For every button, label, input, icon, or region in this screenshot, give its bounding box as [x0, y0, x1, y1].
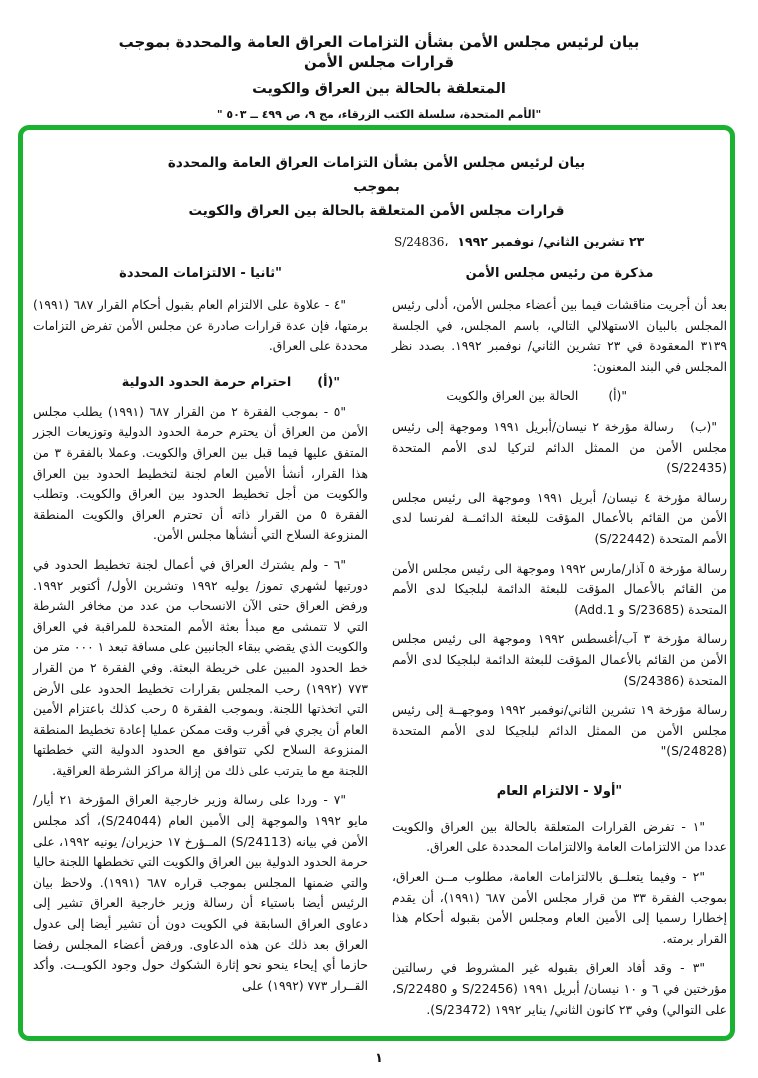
agenda-letter-2: رسالة مؤرخة ٤ نيسان/ أبريل ١٩٩١ وموجهة الى رئيس مجلس الأمن من القائم بالأعمال المؤقت للبعثة الدائمــة لفرنسا لدى الأمم المتحدة (S/22442)	[392, 490, 728, 546]
note-heading: مذكرة من رئيس مجلس الأمن	[465, 266, 654, 281]
section-1-heading: "أولا - الالتزام العام	[496, 783, 623, 799]
agenda-letter-4: رسالة مؤرخة ٣ آب/أغسطس ١٩٩٢ وموجهة الى رئيس مجلس الأمن من القائم بالأعمال المؤقت للبعثة الدائمة لبلجيكا لدى الأمم المتحدة (S/24386)	[392, 632, 728, 688]
paragraph-1: "١ - تفرض القرارات المتعلقة بالحالة بين العراق والكويت عددا من الالتزامات العامة والالتزامات المحددة على العراق.	[392, 819, 727, 855]
document-title	[162, 151, 592, 223]
paragraph-intro: بعد أن أجريت مناقشات فيما بين أعضاء مجلس الأمن، أدلى رئيس المجلس بالبيان الاستهلالي التالي، باسم المجلس، في الجلسة ٣١٣٩ المعقودة في ٢٣ تشرين الثاني/ نوفمبر ١٩٩٢. بصدد نظر المجلس في البند المعنون:	[392, 298, 727, 374]
subsection-a-heading	[33, 375, 368, 390]
document-symbol: S/24836،	[394, 235, 449, 249]
agenda-letter-3: رسالة مؤرخة ٥ آذار/مارس ١٩٩٢ وموجهة الى رئيس مجلس الأمن من القائم بالأعمال المؤقت للبعثة الدائمة لبلجيكا لدى الأمم المتحدة (S/23685 و Add.1)	[392, 561, 727, 617]
paragraph-5: "٥ - بموجب الفقرة ٢ من القرار ٦٨٧ (١٩٩١) يطلب مجلس الأمن من العراق أن يحترم حرمة الحدود الدولية وتوزيعات الجزر المتفق عليها فيما قبل بين العراق والكويت. وعملا بالفقرة ٣ من هذا القرار، أنشأ الأمين العام لجنة لتخطيط الحدود بين العراق والكويت من أجل تخطيط الحدود بين العراق والكويت. وتطلب الفقرة ٥ من القرار ذاته أن تحترم العراق والكويت المنطقة المنزوعة السلاح التي أنشأها مجلس الأمن.	[33, 404, 369, 543]
document-frame	[18, 125, 735, 1041]
document-date: ٢٣ تشرين الثاني/ نوفمبر ١٩٩٢	[457, 234, 645, 249]
document-title-line1: بيان لرئيس مجلس الأمن بشأن التزامات العراق العامة والمحددة بموجب	[167, 155, 586, 195]
page-header	[0, 32, 758, 121]
paragraph-7: "٧ - وردا على رسالة وزير خارجية العراق المؤرخة ٢١ أيار/ مايو ١٩٩٢ والموجهة إلى الأمين العام (S/24044)، أكد مجلس الأمن في بيانه (S/24113) المــؤرخ ١٧ حزيران/ يونيه ١٩٩٢، على حرمة الحدود الدولية بين العراق والكويت التي تخططها اللجنة حاليا والتي ضمنها المجلس بموجب قراره ٦٨٧ (١٩٩١). ولاحظ بيان الرئيس أيضا باستياء أن رسالة وزير خارجية العراق تشير إلى دعاوى العراق السابقة في الكويت دون أن تشير أيضا إلى عدول العراق بعد ذلك عن هذه الدعاوى. ورفض أعضاء المجلس رفضا حازما أي إيحاء ينحو نحو إثارة الشكوك حول وجود الكويــت. وأكد القــرار ٧٧٣ (١٩٩٢) على	[33, 793, 368, 993]
document-columns	[33, 262, 727, 1029]
section-2-heading: "ثانيا - الالتزامات المحددة	[119, 266, 282, 281]
subsection-a-marker: "(أ)	[317, 374, 340, 390]
paragraph-6: "٦ - ولم يشترك العراق في أعمال لجنة تخطيط الحدود في دورتيها لشهري تموز/ يوليه ١٩٩٢ وتشرين الأول/ أكتوبر ١٩٩٢. ورفض العراق حتى الآن الانسحاب من عدد من مخافر الشرطة التي لا تتمشى مع مبدأ بعثة الأمم المتحدة للمراقبة في العراق والكويت الذي يقضي ببقاء الجانبين على مسافة تبعد ١ ٠٠٠ متر من خط الحدود المبين على خريطة البعثة. وفي الفقرة ٢ من القرار ٧٧٣ (١٩٩٢) رحب المجلس بقرارات تخطيط الحدود على الأرض التي اتخذتها اللجنة. وبموجب الفقرة ٥ رحب كذلك باعتزام الأمين العام أن يجري في أقرب وقت ممكن عمليا إعادة تخطيط المنطقة المنزوعة السلاح لكي تتوافق مع الحدود الدولية التي خططتها اللجنة مع ما يترتب على ذلك من إزالة مراكز الشرطة العراقية.	[33, 557, 368, 778]
header-title-line1: بيان لرئيس مجلس الأمن بشأن التزامات العراق العامة والمحددة بموجب قرارات مجلس الأمن	[118, 33, 640, 71]
document-symbol-line	[394, 234, 644, 249]
page-number: ١	[375, 1051, 383, 1066]
column-right	[392, 262, 727, 1029]
agenda-item-a-marker: "(أ)	[608, 389, 627, 404]
agenda-item-a-text: الحالة بين العراق والكويت	[446, 389, 579, 404]
paragraph-2: "٢ - وفيما يتعلــق بالالتزامات العامة، مطلوب مــن العراق، بموجب الفقرة ٣٣ من قرار مجلس الأمن ٦٨٧ (١٩٩١)، أن يقدم إخطارا رسميا إلى الأمين العام ومجلس الأمن بقبوله أحكام هذا القرار برمته.	[392, 870, 727, 946]
agenda-letter-5: رسالة مؤرخة ١٩ تشرين الثاني/نوفمبر ١٩٩٢ وموجهــة إلى رئيس مجلس الأمن من الممثل الدائم لبلجيكا لدى الأمم المتحدة (S/24828)"	[392, 703, 728, 759]
agenda-item-a	[392, 386, 727, 407]
paragraph-4: "٤ - علاوة على الالتزام العام بقبول أحكام القرار ٦٨٧ (١٩٩١) برمتها، فإن عدة قرارات صادرة عن مجلس الأمن تفرض التزامات محددة على العراق.	[33, 298, 368, 354]
paragraph-3: "٣ - وقد أفاد العراق بقبوله غير المشروط في رسالتين مؤرختين في ٦ و ١٠ نيسان/ أبريل ١٩٩١ (S/22456 و S/22480، على التوالي) وفي ٢٣ كانون الثاني/ يناير ١٩٩٢ (S/23472).	[392, 961, 727, 1017]
agenda-item-b: "(ب) رسالة مؤرخة ٢ نيسان/أبريل ١٩٩١ وموجهة إلى رئيس مجلس الأمن من الممثل الدائم لتركيا لدى الأمم المتحدة (S/22435)	[392, 419, 727, 476]
header-title-line2: المتعلقة بالحالة بين العراق والكويت	[252, 81, 506, 97]
document-title-line2: قرارات مجلس الأمن المتعلقة بالحالة بين العراق والكويت	[188, 203, 565, 219]
header-source-note: "الأمم المتحدة، سلسلة الكتب الزرقاء، مج ٩، ص ٤٩٩ ــ ٥٠٣ "	[216, 108, 542, 121]
column-left	[33, 262, 368, 1029]
subsection-a-title: احترام حرمة الحدود الدولية	[121, 374, 292, 390]
